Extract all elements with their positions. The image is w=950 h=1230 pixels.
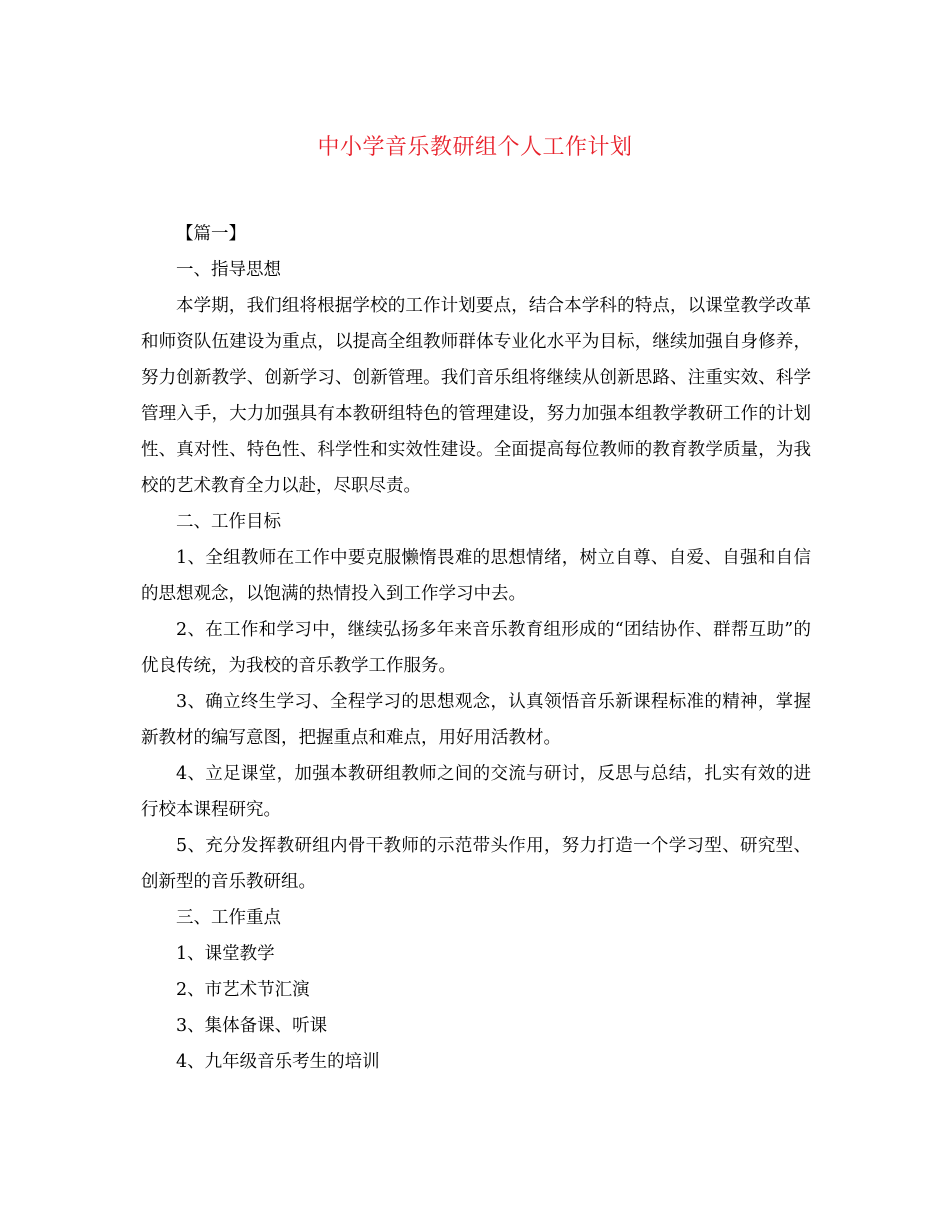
section-heading: 一、指导思想	[176, 260, 281, 280]
document-body	[141, 216, 811, 1080]
list-item: 3、确立终生学习、全程学习的思想观念，认真领悟音乐新课程标准的精神，掌握新教材的编写意图，把握重点和难点，用好用活教材。	[141, 692, 811, 748]
list-item: 3、集体备课、听课	[176, 1016, 328, 1036]
list-item: 4、九年级音乐考生的培训	[176, 1052, 380, 1072]
body-paragraph: 本学期，我们组将根据学校的工作计划要点，结合本学科的特点，以课堂教学改革和师资队伍建设为重点，以提高全组教师群体专业化水平为目标，继续加强自身修养，努力创新教学、创新学习、创新管理。我们音乐组将继续从创新思路、注重实效、科学管理入手，大力加强具有本教研组特色的管理建设，努力加强本组教学教研工作的计划性、真对性、特色性、科学性和实效性建设。全面提高每位教师的教育教学质量，为我校的艺术教育全力以赴，尽职尽责。	[141, 296, 811, 496]
list-item: 1、全组教师在工作中要克服懒惰畏难的思想情绪，树立自尊、自爱、自强和自信的思想观念，以饱满的热情投入到工作学习中去。	[141, 548, 811, 604]
document-title: 中小学音乐教研组个人工作计划	[317, 135, 633, 160]
list-item: 2、在工作和学习中，继续弘扬多年来音乐教育组形成的“团结协作、群帮互助”的优良传统，为我校的音乐教学工作服务。	[141, 620, 811, 676]
list-item: 2、市艺术节汇演	[176, 980, 310, 1000]
list-item: 1、课堂教学	[176, 944, 275, 964]
section-label: 【篇一】	[176, 224, 246, 244]
list-item: 5、充分发挥教研组内骨干教师的示范带头作用，努力打造一个学习型、研究型、创新型的音乐教研组。	[141, 836, 811, 892]
list-item: 4、立足课堂，加强本教研组教师之间的交流与研讨，反思与总结，扎实有效的进行校本课程研究。	[141, 764, 811, 820]
section-heading: 二、工作目标	[176, 512, 281, 532]
section-heading: 三、工作重点	[176, 908, 281, 928]
